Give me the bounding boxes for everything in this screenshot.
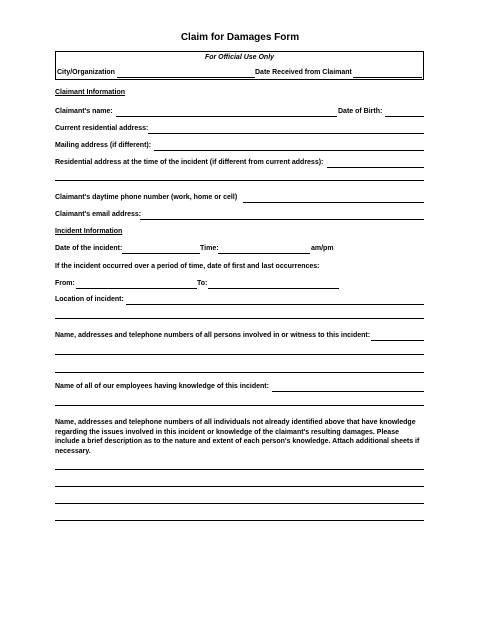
phone-label: Claimant's daytime phone number (work, home or cell) — [55, 194, 238, 201]
incident-address-row — [55, 159, 424, 169]
individuals-line-1[interactable] — [55, 469, 424, 470]
incident-date-time-row — [55, 245, 424, 255]
date-of-birth-label: Date of Birth: — [338, 108, 383, 115]
employees-label: Name of all of our employees having knowledge of this incident: — [55, 383, 269, 390]
individuals-line-4[interactable] — [55, 520, 424, 521]
individuals-paragraph: Name, addresses and telephone numbers of all individuals not already identified above that have knowledge regarding the issues involved in this incident or knowledge of the claimant's resulting damages. Please include a brief description as to the nature and extent of each person's knowledge. Attach additional sheets if necessary. — [55, 419, 420, 455]
form-title: Claim for Damages Form — [180, 32, 300, 43]
location-label: Location of incident: — [55, 296, 124, 303]
official-use-heading: For Official Use Only — [204, 54, 275, 61]
date-received-field[interactable] — [353, 77, 422, 78]
to-field[interactable] — [208, 288, 339, 289]
claimant-name-field[interactable] — [116, 116, 337, 117]
official-use-row — [55, 69, 424, 79]
incident-address-field[interactable] — [327, 167, 424, 168]
period-note: If the incident occurred over a period of time, date of first and last occurrences: — [55, 263, 320, 270]
mailing-address-field[interactable] — [154, 150, 424, 151]
location-row — [55, 296, 424, 306]
individuals-line-2[interactable] — [55, 486, 424, 487]
am-pm-label: am/pm — [311, 245, 334, 252]
from-field[interactable] — [76, 288, 197, 289]
employees-row — [55, 383, 424, 393]
city-organization-field[interactable] — [117, 77, 255, 78]
location-extra-line[interactable] — [55, 318, 424, 319]
claimant-information-heading: Claimant Information — [55, 89, 126, 96]
city-organization-label: City/Organization — [57, 69, 115, 76]
incident-date-field[interactable] — [122, 253, 200, 254]
current-address-field[interactable] — [148, 133, 424, 134]
period-note-row — [55, 263, 424, 273]
incident-time-label: Time: — [200, 245, 219, 252]
individuals-line-3[interactable] — [55, 503, 424, 504]
persons-line-2[interactable] — [55, 372, 424, 373]
date-received-label: Date Received from Claimant — [255, 69, 352, 76]
email-label: Claimant's email address: — [55, 211, 142, 218]
email-row — [55, 211, 424, 221]
employees-field[interactable] — [272, 391, 424, 392]
incident-time-field[interactable] — [218, 253, 310, 254]
current-address-label: Current residential address: — [55, 125, 149, 132]
persons-field[interactable] — [371, 340, 424, 341]
incident-date-label: Date of the incident: — [55, 245, 123, 252]
incident-information-heading: Incident Information — [55, 228, 123, 235]
persons-row — [55, 332, 424, 342]
mailing-address-row — [55, 142, 424, 152]
claimant-name-label: Claimant's name: — [55, 108, 113, 115]
mailing-address-label: Mailing address (if different): — [55, 142, 152, 149]
to-label: To: — [197, 280, 208, 287]
incident-address-label: Residential address at the time of the incident (if different from current address): — [55, 159, 324, 166]
employees-extra-line[interactable] — [55, 405, 424, 406]
from-to-row — [55, 280, 424, 290]
persons-label: Name, addresses and telephone numbers of all persons involved in or witness to this incident: — [55, 332, 371, 339]
email-field[interactable] — [140, 219, 424, 220]
date-of-birth-field[interactable] — [385, 116, 424, 117]
current-address-row — [55, 125, 424, 135]
phone-row — [55, 194, 424, 204]
location-field[interactable] — [126, 304, 424, 305]
incident-address-extra-line[interactable] — [55, 180, 424, 181]
from-label: From: — [55, 280, 75, 287]
phone-field[interactable] — [243, 202, 424, 203]
persons-line-1[interactable] — [55, 354, 424, 355]
claimant-name-row — [55, 108, 424, 118]
